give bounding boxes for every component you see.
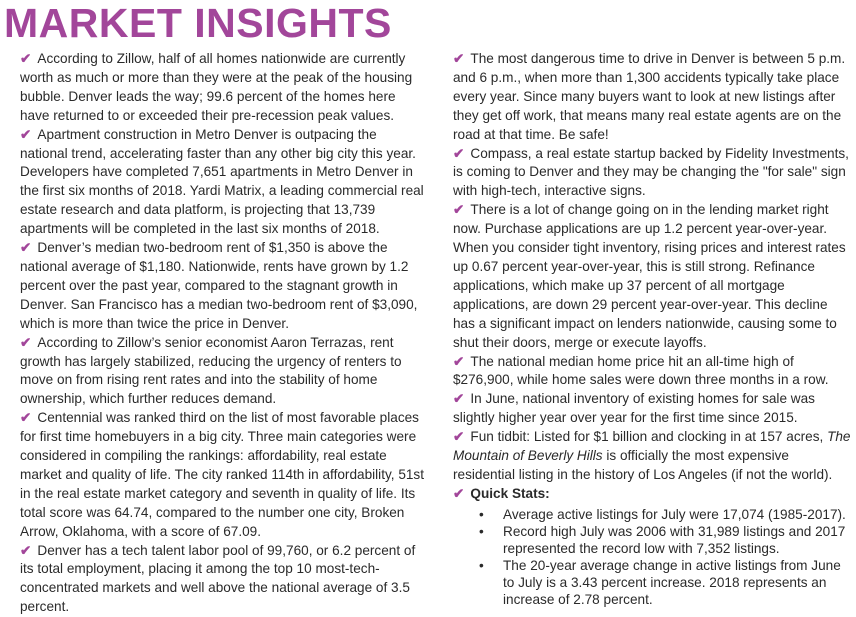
insight-text: Denver’s median two-bedroom rent of $1,350 is above the national average of $1,180. Nationwide, rents have grown by 1.2 percent over the past year, compared to the stagnant growth in Denver. San Francisco has a median two-bedroom rent of $3,090, which is more than twice the price in Denver. <box>20 240 418 331</box>
insight-item <box>20 334 426 410</box>
insight-text: Compass, a real estate startup backed by Fidelity Investments, is coming to Denver and they may be changing the "for sale" sign with high-tech, interactive signs. <box>453 145 849 199</box>
insight-text: In June, national inventory of existing homes for sale was slightly higher year over year for the first time since 2015. <box>453 391 815 426</box>
insight-item <box>20 239 426 334</box>
bullet-icon: • <box>479 523 484 539</box>
stat-text: The 20-year average change in active listings from June to July is a 3.43 percent increase. 2018 represents an increase of 2.78 percent. <box>503 557 841 607</box>
list-item <box>479 506 853 523</box>
insight-text: There is a lot of change going on in the lending market right now. Purchase applications are up 1.2 percent year-over-year. When you consider tight inventory, rising prices and interest rates up 0.67 percent year-over-year, this is still strong. Refinance applications, which make up 37 percent of all mortgage applications, are down 29 percent year-over-year. This decline has a significant impact on lenders nationwide, causing some to shut their doors, merge or execute layoffs. <box>453 202 846 350</box>
check-icon: ✔ <box>453 51 465 66</box>
insight-text: Denver has a tech talent labor pool of 99,760, or 6.2 percent of its total employment, placing it among the top 10 most-tech-concentrated markets and well above the national average of 3.5 percent. <box>20 542 416 615</box>
insight-item <box>453 145 853 202</box>
insight-item <box>20 126 426 239</box>
stat-text: Record high July was 2006 with 31,989 listings and 2017 represented the record low with 7,352 listings. <box>503 523 846 556</box>
insight-item <box>20 409 426 541</box>
quick-stats-title: Quick Stats: <box>470 485 550 501</box>
insight-item <box>453 50 853 145</box>
check-icon: ✔ <box>20 334 32 350</box>
quick-stats-list <box>453 506 853 608</box>
check-icon: ✔ <box>20 410 32 426</box>
list-item <box>479 523 853 557</box>
right-column <box>453 50 853 608</box>
insight-text: According to Zillow’s senior economist Aaron Terrazas, rent growth has largely stabilized, reducing the urgency of renters to move on from rising rent rates and into the stability of home ownership, which further reduces demand. <box>20 334 402 407</box>
insight-item <box>20 50 426 126</box>
stat-text: Average active listings for July were 17,074 (1985-2017). <box>503 506 846 522</box>
insight-item <box>20 542 426 617</box>
check-icon: ✔ <box>453 202 465 218</box>
check-icon: ✔ <box>453 485 465 501</box>
insight-item <box>453 353 853 391</box>
check-icon: ✔ <box>20 51 32 66</box>
fun-tidbit <box>453 428 853 485</box>
check-icon: ✔ <box>453 145 465 161</box>
insight-item <box>453 201 853 352</box>
insight-text: Apartment construction in Metro Denver is outpacing the national trend, accelerating faster than any other big city this year. Developers have completed 7,651 apartments in Metro Denver in the first six months of 2018. Yardi Matrix, a leading commercial real estate research and data platform, is projecting that 13,739 apartments will be completed in the last six months of 2018. <box>20 126 424 237</box>
tidbit-listing-name: The Mountain of Beverly Hills <box>453 429 851 464</box>
list-item <box>479 557 853 608</box>
insight-item <box>453 390 853 428</box>
left-column <box>20 50 426 617</box>
check-icon: ✔ <box>453 391 465 407</box>
insight-text: Centennial was ranked third on the list of most favorable places for first time homebuyers in a big city. Three main categories were considered in compiling the rankings: affordability, real estate market and quality of life. The city ranked 114th in affordability, 51st in the real estate market category and seventh in quality of life. Its total score was 64.74, compared to the number one city, Broken Arrow, Oklahoma, with a score of 67.09. <box>20 410 425 539</box>
tidbit-text-before: Fun tidbit: Listed for $1 billion and clocking in at 157 acres, <box>470 429 828 445</box>
check-icon: ✔ <box>453 429 465 445</box>
insight-text: The most dangerous time to drive in Denver is between 5 p.m. and 6 p.m., when more than 1,300 accidents typically take place every year. Since many buyers want to look at new listings after they get off work, that means many real estate agents are on the road at that time. Be safe! <box>453 51 846 142</box>
check-icon: ✔ <box>453 353 465 369</box>
bullet-icon: • <box>479 557 484 573</box>
quick-stats-heading <box>453 485 853 504</box>
check-icon: ✔ <box>20 542 32 558</box>
bullet-icon: • <box>479 506 484 522</box>
page-title: MARKET INSIGHTS <box>4 0 392 46</box>
insight-text: According to Zillow, half of all homes nationwide are currently worth as much or more than they were at the peak of the housing bubble. Denver leads the way; 99.6 percent of the homes here have returned to or exceeded their pre-recession peak values. <box>20 51 413 123</box>
tidbit-text-after: is officially the most expensive residential listing in the history of Los Angeles (if not the world). <box>453 448 833 482</box>
check-icon: ✔ <box>20 126 32 142</box>
insight-text: The national median home price hit an all-time high of $276,900, while home sales were down three months in a row. <box>453 353 829 388</box>
check-icon: ✔ <box>20 240 32 256</box>
